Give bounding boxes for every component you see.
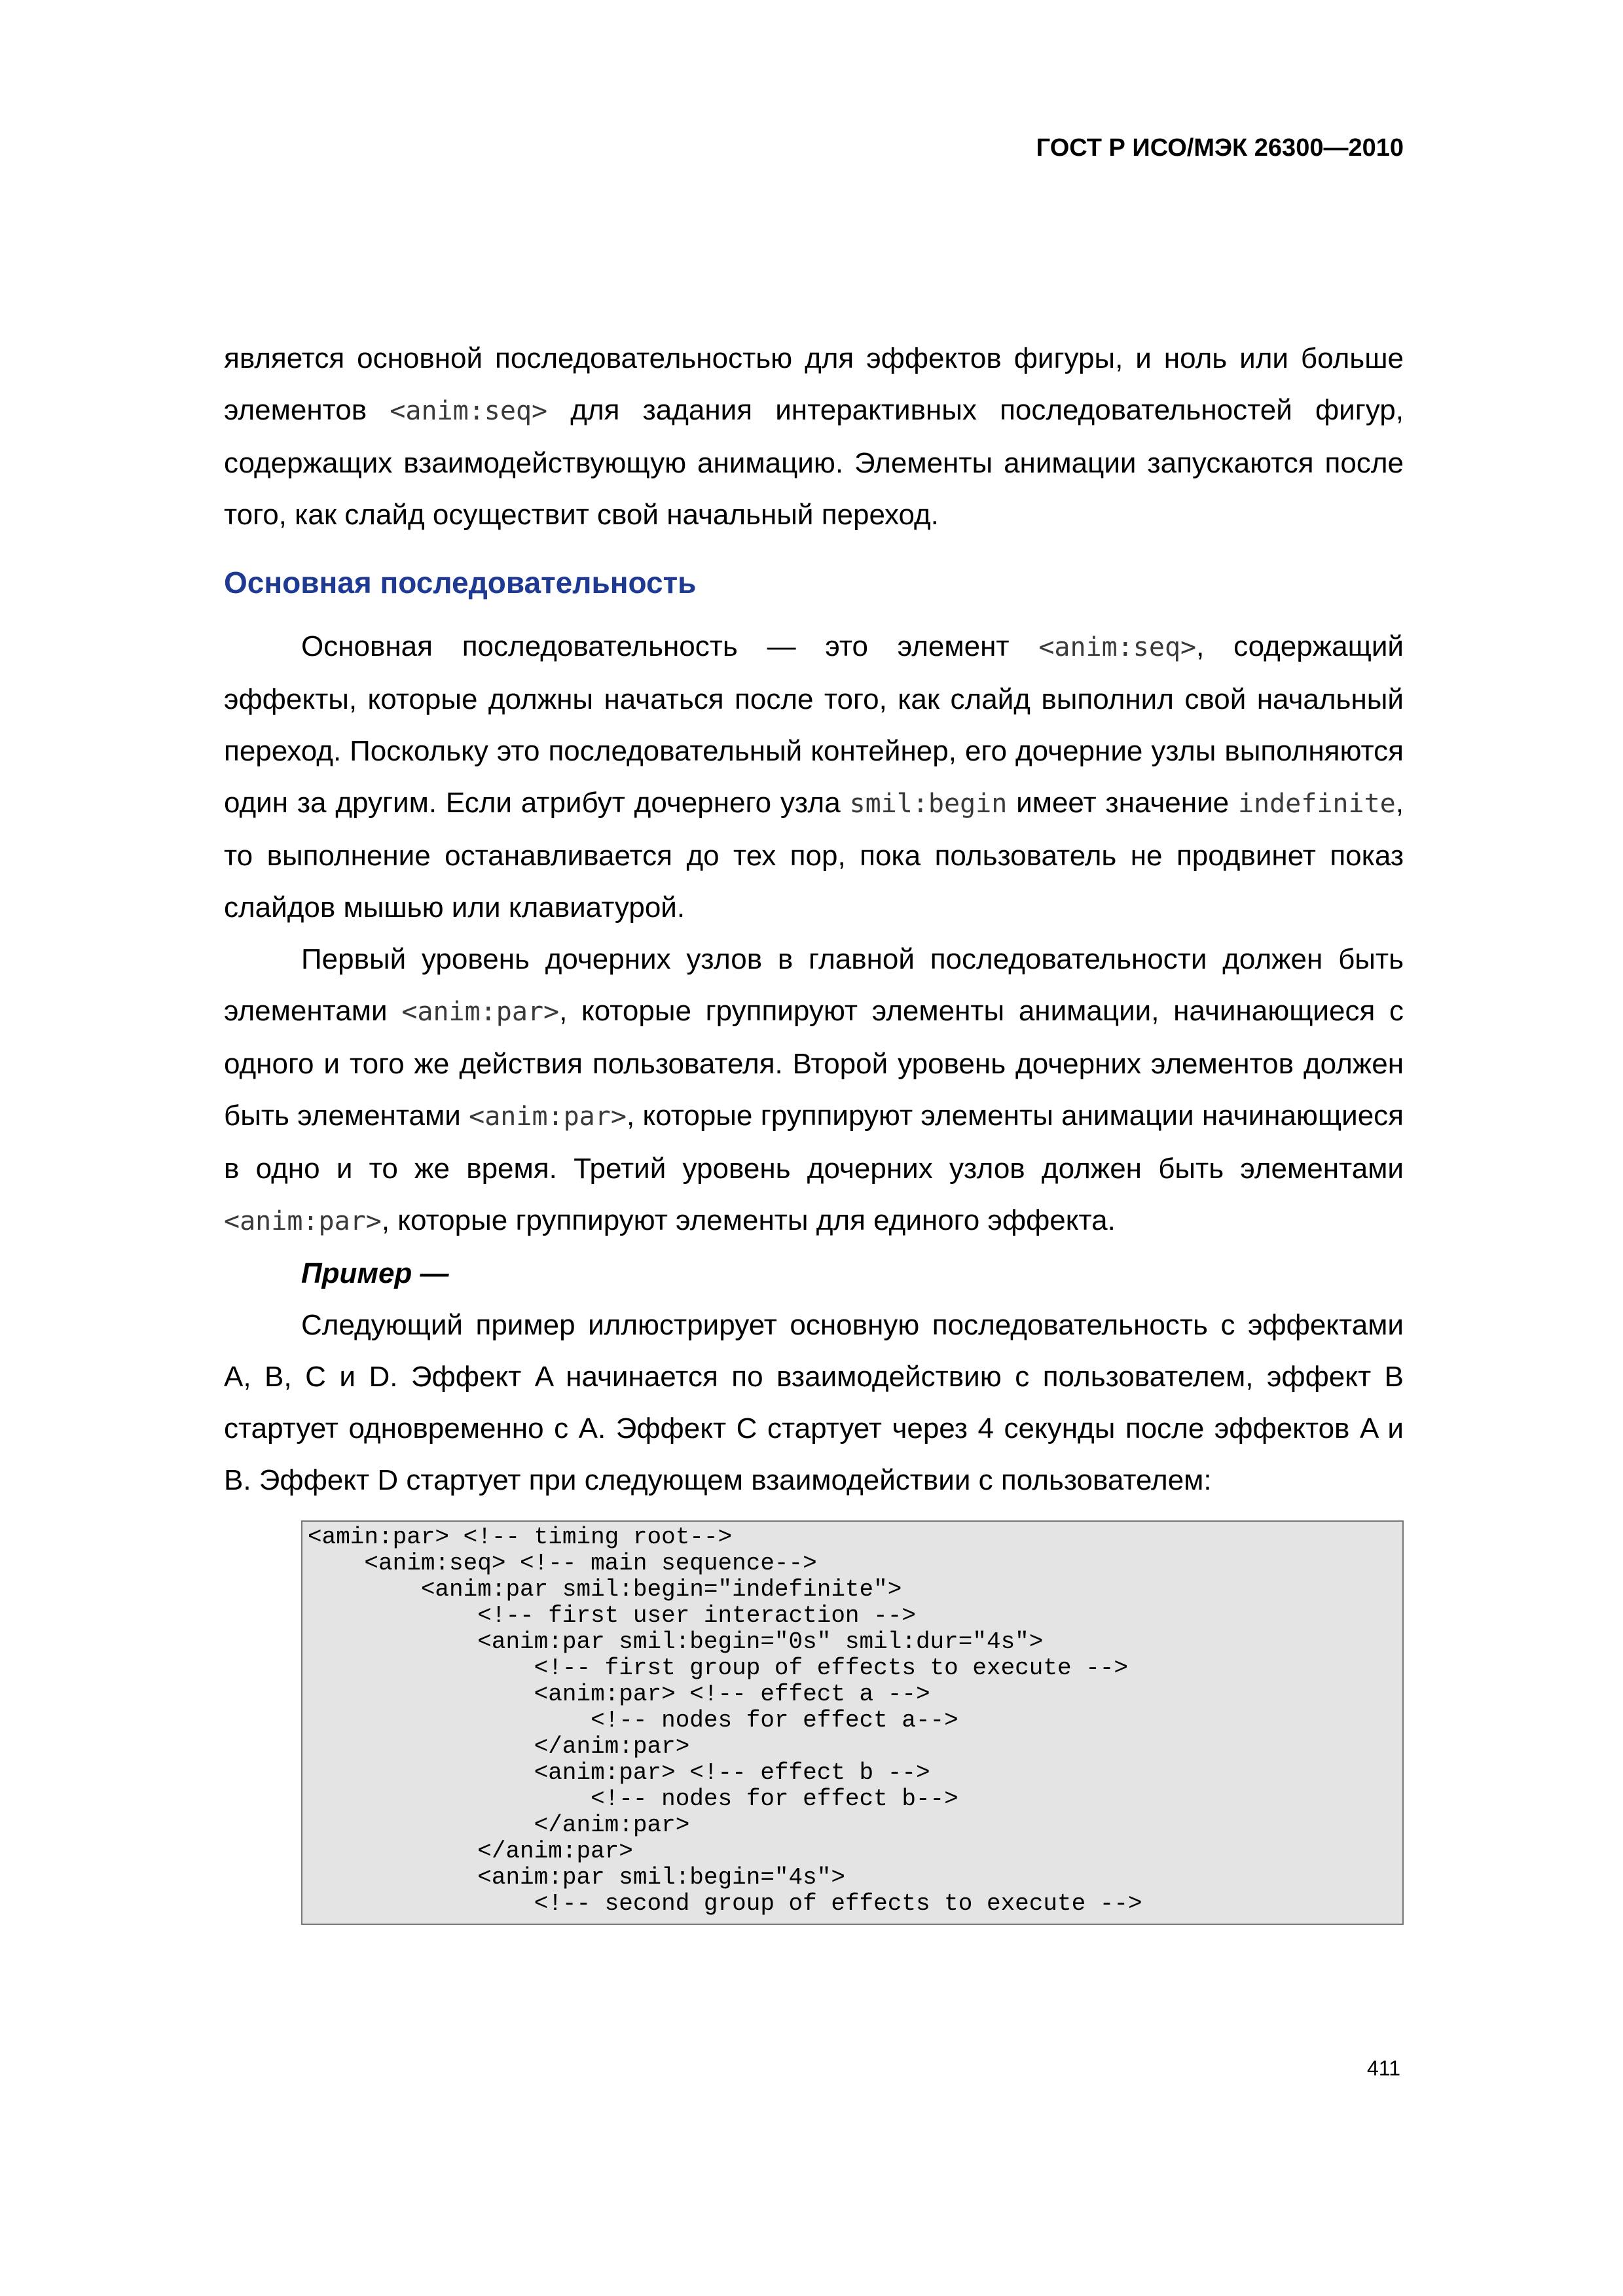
text-run: , которые группируют элементы анимации, начинающиеся с одного и того же действия пользователя. Второй уровень дочерних элементов должен быть элементами: [224, 995, 1404, 1132]
page-content: [224, 332, 1404, 1925]
paragraph-main-sequence: [224, 620, 1404, 933]
example-label: Пример —: [301, 1257, 449, 1289]
text-run: является основной последовательностью для эффектов фигуры, и ноль или больше элементов: [224, 342, 1404, 426]
code-line: </anim:par>: [308, 1838, 633, 1865]
code-line: <anim:par smil:begin="4s">: [308, 1864, 845, 1891]
paragraph-continuation: [224, 332, 1404, 541]
code-line: <!-- first user interaction -->: [308, 1602, 916, 1629]
text-run: , которые группируют элементы для единого эффекта.: [381, 1204, 1116, 1236]
text-run: Основная последовательность — это элемент: [301, 630, 1039, 662]
inline-code: <anim:par>: [224, 1206, 382, 1236]
code-line: </anim:par>: [308, 1812, 690, 1839]
code-line: <!-- nodes for effect b-->: [308, 1785, 958, 1812]
code-example-block: [301, 1520, 1404, 1925]
section-heading: Основная последовательность: [224, 565, 697, 600]
text-run: для задания интерактивных последовательностей фигур, содержащих взаимодействующую анимацию. Элементы анимации запускаются после того, как слайд осуществит свой начальный переход.: [224, 394, 1404, 531]
inline-code: <anim:par>: [401, 997, 560, 1027]
text-run: , которые группируют элементы анимации начинающиеся в одно и то же время. Третий уровень дочерних узлов должен быть элементами: [224, 1100, 1404, 1185]
code-line: <amin:par> <!-- timing root-->: [308, 1524, 733, 1551]
code-line: <!-- second group of effects to execute -->: [308, 1890, 1142, 1917]
code-line: <!-- first group of effects to execute -->: [308, 1655, 1129, 1681]
code-line: <anim:par smil:begin="0s" smil:dur="4s">: [308, 1628, 1044, 1655]
text-run: , содержащий эффекты, которые должны начаться после того, как слайд выполнил свой начальный переход. Поскольку это последовательный контейнер, его дочерние узлы выполняются один за другим. Если атрибут дочернего узла: [224, 630, 1404, 819]
code-line: <anim:seq> <!-- main sequence-->: [308, 1550, 817, 1577]
code-line: <anim:par> <!-- effect a -->: [308, 1681, 930, 1708]
page-number: 411: [1366, 2056, 1400, 2080]
code-line: <anim:par smil:begin="indefinite">: [308, 1576, 902, 1603]
inline-code: <anim:par>: [469, 1102, 627, 1132]
inline-code: smil:begin: [849, 789, 1008, 819]
text-run: имеет значение: [1007, 787, 1238, 819]
code-line: </anim:par>: [308, 1733, 690, 1760]
paragraph-example-description: Следующий пример иллюстрирует основную последовательность с эффектами A, B, C и D. Эффект A начинается по взаимодействию с пользователем, эффект B стартует одновременно с A. Эффект C стартует через 4 секунды после эффектов A и B. Эффект D стартует при следующем взаимодействии с пользователем:: [224, 1309, 1404, 1496]
text-run: Первый уровень дочерних узлов в главной последовательности должен быть элементами: [224, 943, 1404, 1027]
code-line: <!-- nodes for effect a-->: [308, 1707, 958, 1734]
inline-code: <anim:seq>: [1038, 632, 1197, 662]
text-run: , то выполнение останавливается до тех пор, пока пользователь не продвинет показ слайдов мышью или клавиатурой.: [224, 787, 1404, 924]
inline-code: <anim:seq>: [390, 396, 548, 426]
document-standard-header: ГОСТ Р ИСО/МЭК 26300—2010: [1036, 134, 1404, 162]
code-line: <anim:par> <!-- effect b -->: [308, 1759, 930, 1786]
paragraph-child-levels: [224, 933, 1404, 1247]
inline-code: indefinite: [1237, 789, 1396, 819]
